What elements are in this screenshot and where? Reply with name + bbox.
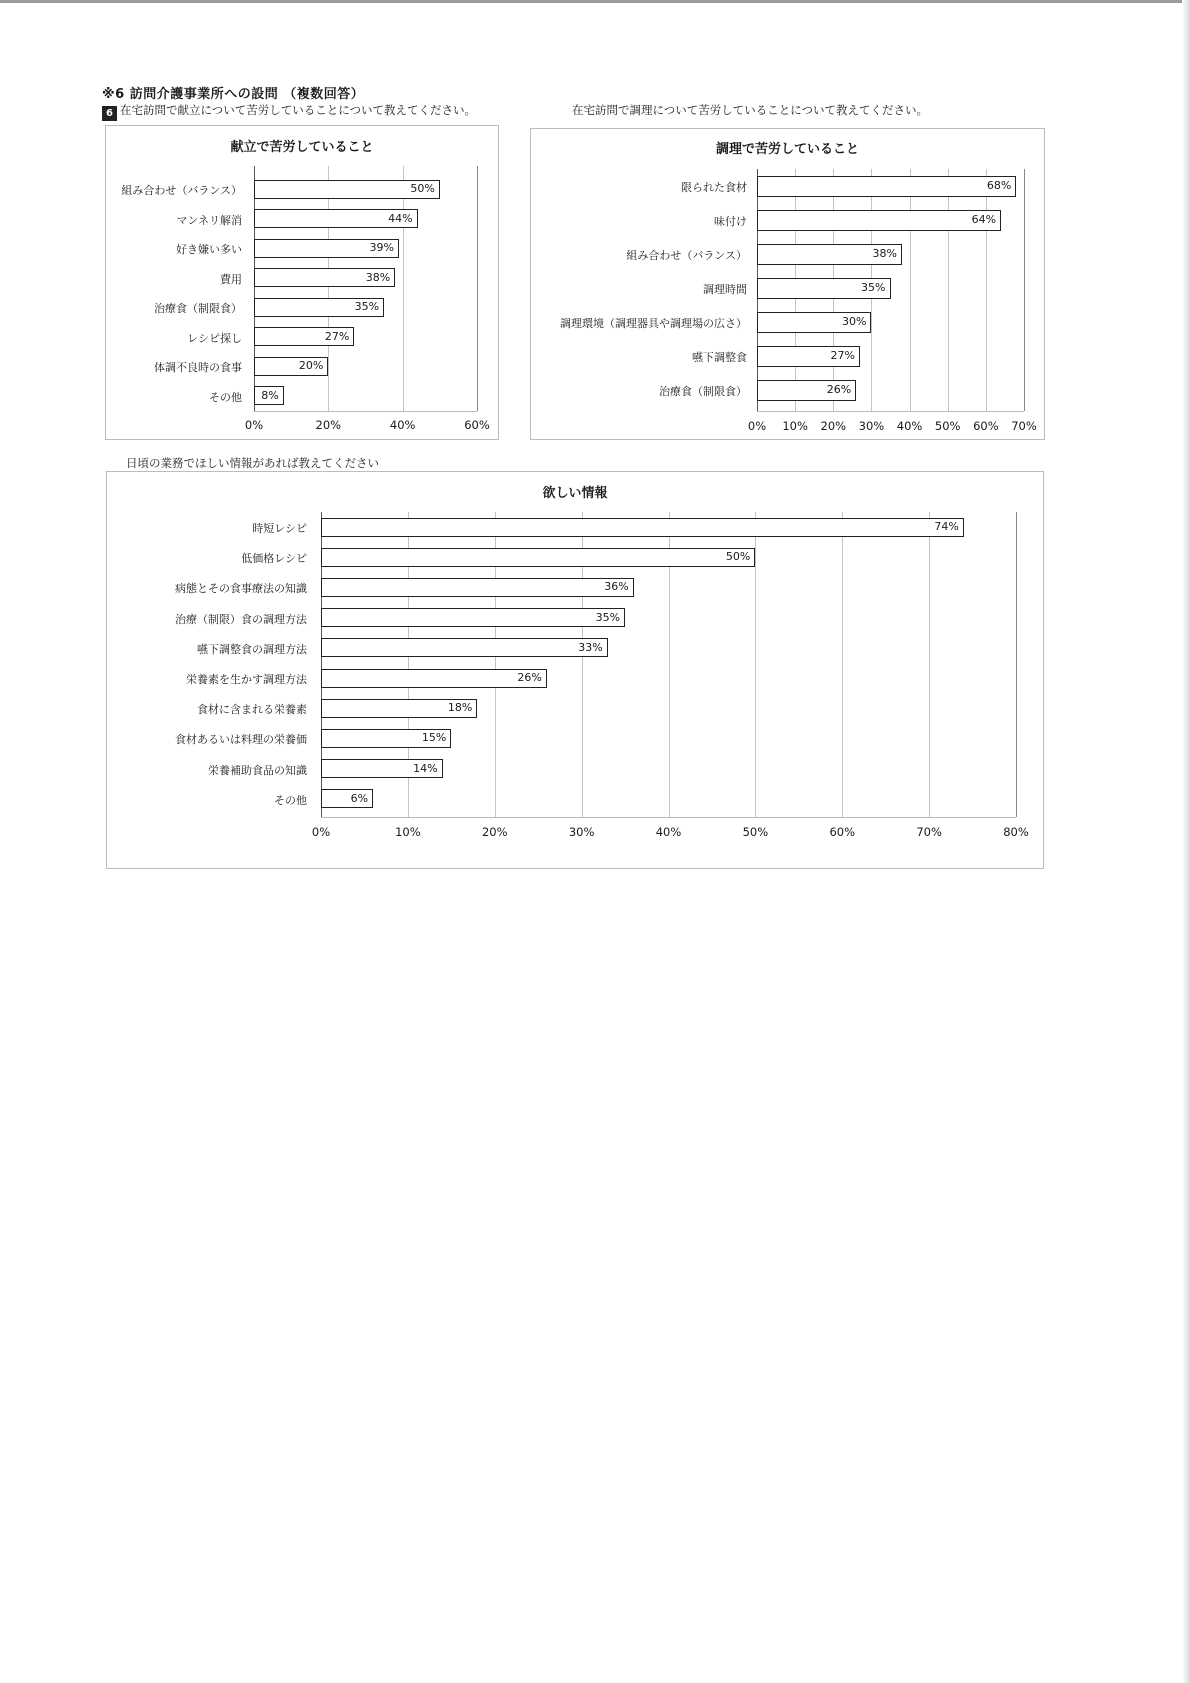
gridline	[403, 166, 404, 411]
value-label: 20%	[298, 359, 324, 372]
question-bottom: 日頃の業務でほしい情報があれば教えてください	[126, 456, 379, 470]
category-label: 好き嫌い多い	[176, 243, 242, 256]
category-label: 低価格レシピ	[241, 552, 307, 566]
category-label: 味付け	[714, 215, 747, 228]
scan-edge-right	[1182, 0, 1190, 1683]
x-tick-label: 20%	[820, 419, 847, 433]
category-label: 治療（制限）食の調理方法	[175, 612, 307, 626]
category-label: その他	[209, 390, 242, 404]
category-label: 組み合わせ（バランス）	[121, 184, 242, 197]
value-label: 30%	[841, 315, 867, 328]
x-tick-label: 10%	[395, 825, 421, 839]
value-label: 15%	[421, 731, 447, 745]
value-label: 74%	[934, 520, 959, 533]
gridline	[948, 169, 949, 411]
value-label: 50%	[410, 182, 435, 195]
value-label: 27%	[830, 349, 855, 362]
section-heading: ※6 訪問介護事業所への設問 （複数回答）	[102, 87, 365, 102]
gridline	[929, 512, 930, 817]
value-label: 50%	[725, 550, 751, 564]
question-number-badge: 6	[102, 106, 117, 121]
value-label: 33%	[578, 640, 603, 654]
chart-cooking-difficulties	[530, 128, 1045, 440]
gridline	[477, 166, 478, 411]
category-label: 体調不良時の食事	[154, 361, 242, 374]
x-tick-label: 50%	[934, 419, 961, 433]
category-label: マンネリ解消	[176, 213, 242, 227]
value-label: 26%	[826, 383, 852, 396]
x-tick-label: 80%	[1003, 825, 1029, 839]
value-label: 18%	[447, 701, 473, 715]
category-label: 費用	[220, 272, 242, 286]
x-tick-label: 0%	[244, 418, 264, 432]
gridline	[328, 166, 329, 411]
category-label: 時短レシピ	[252, 522, 307, 535]
gridline	[1024, 169, 1025, 411]
value-label: 26%	[517, 671, 542, 684]
x-tick-label: 60%	[464, 418, 490, 432]
x-tick-label: 30%	[858, 419, 885, 433]
gridline	[910, 169, 911, 411]
x-tick-label: 60%	[829, 825, 856, 839]
x-tick-label: 20%	[315, 418, 342, 432]
value-label: 38%	[872, 247, 897, 260]
category-label: レシピ探し	[187, 331, 242, 345]
question-right: 在宅訪問で調理について苦労していることについて教えてください。	[572, 103, 929, 117]
category-label: 栄養補助食品の知識	[208, 763, 307, 777]
chart-menu-difficulties	[105, 125, 499, 440]
category-label: 食材に含まれる栄養素	[197, 703, 307, 717]
question-left-text: 在宅訪問で献立について苦労していることについて教えてください。	[120, 103, 477, 117]
x-tick-label: 70%	[916, 825, 942, 839]
value-label: 38%	[365, 270, 391, 284]
x-tick-label: 0%	[747, 419, 767, 433]
value-label: 35%	[595, 610, 621, 624]
category-label: 嚥下調整食	[692, 351, 747, 364]
category-label: 病態とその食事療法の知識	[175, 582, 307, 596]
category-label: 治療食（制限食）	[659, 385, 747, 398]
x-axis-line	[254, 411, 477, 412]
x-tick-label: 50%	[742, 825, 769, 839]
value-label: 64%	[971, 213, 997, 226]
x-tick-label: 40%	[896, 419, 923, 433]
x-tick-label: 40%	[655, 825, 682, 839]
gridline	[1016, 512, 1017, 817]
value-label: 27%	[324, 329, 350, 343]
category-label: 組み合わせ（バランス）	[626, 249, 747, 262]
x-axis-line	[757, 411, 1024, 412]
x-tick-label: 10%	[782, 419, 808, 433]
scan-edge-top	[0, 0, 1190, 3]
category-label: 限られた食材	[681, 181, 747, 194]
category-label: 栄養素を生かす調理方法	[186, 673, 307, 686]
x-tick-label: 20%	[481, 825, 508, 839]
gridline	[842, 512, 843, 817]
value-label: 36%	[604, 580, 629, 594]
x-axis-line	[321, 817, 1016, 818]
category-label: 食材あるいは料理の栄養価	[175, 733, 307, 747]
category-label: 嚥下調整食の調理方法	[197, 642, 307, 656]
chart-title: 調理で苦労していること	[715, 142, 859, 157]
x-tick-label: 30%	[568, 825, 595, 839]
value-label: 35%	[861, 281, 886, 294]
chart-wanted-information	[106, 471, 1044, 869]
gridline	[986, 169, 987, 411]
x-tick-label: 0%	[311, 825, 331, 839]
category-label: 調理時間	[703, 283, 747, 296]
x-tick-label: 40%	[389, 418, 416, 432]
question-left	[102, 102, 476, 121]
category-label: 調理環境（調理器具や調理場の広さ）	[560, 317, 747, 330]
x-tick-label: 60%	[973, 419, 999, 433]
value-label: 44%	[388, 211, 413, 225]
value-label: 6%	[350, 791, 369, 805]
chart-title: 献立で苦労していること	[230, 140, 374, 155]
category-label: その他	[274, 793, 307, 807]
value-label: 14%	[413, 761, 438, 775]
x-tick-label: 70%	[1011, 419, 1037, 433]
value-label: 39%	[369, 241, 394, 254]
value-label: 35%	[354, 300, 380, 313]
category-label: 治療食（制限食）	[154, 302, 242, 315]
chart-title: 欲しい情報	[542, 486, 608, 501]
gridline	[755, 512, 756, 817]
value-label: 68%	[986, 179, 1012, 192]
value-label: 8%	[261, 388, 279, 402]
